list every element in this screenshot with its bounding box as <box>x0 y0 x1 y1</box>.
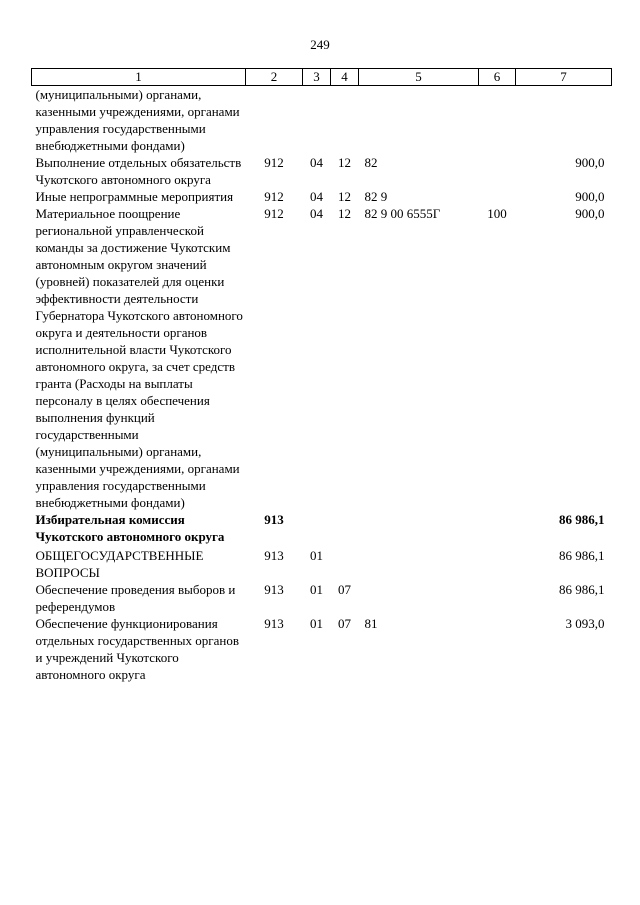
row-code-expense-type <box>479 154 516 188</box>
table-row <box>32 545 612 581</box>
row-code-section: 04 <box>310 155 323 170</box>
table-row <box>32 615 612 683</box>
row-code-ministry: 913 <box>264 582 284 597</box>
table-row <box>32 511 612 545</box>
table-row <box>32 188 612 205</box>
row-code-target <box>359 511 479 545</box>
column-header: 5 <box>359 69 479 86</box>
table-row <box>32 205 612 511</box>
row-amount: 86 986,1 <box>559 548 605 563</box>
row-code-subsection: 12 <box>338 189 351 204</box>
row-code-ministry: 913 <box>264 616 284 631</box>
page-number: 249 <box>310 37 330 52</box>
row-code-ministry: 912 <box>264 206 284 221</box>
row-code-subsection <box>331 511 359 545</box>
row-code-ministry: 913 <box>264 512 284 527</box>
row-code-section: 01 <box>310 582 323 597</box>
row-name: Избирательная комиссия Чукотского автономного округа <box>35 512 225 544</box>
column-header: 7 <box>516 69 612 86</box>
row-name: Обеспечение проведения выборов и референдумов <box>35 582 236 614</box>
column-header: 1 <box>32 69 246 86</box>
row-code-expense-type <box>479 581 516 615</box>
row-amount: 3 093,0 <box>565 616 605 631</box>
row-code-expense-type <box>479 615 516 683</box>
row-code-target: 82 <box>364 155 378 170</box>
row-code-target: 81 <box>364 616 378 631</box>
row-code-section: 01 <box>310 616 323 631</box>
row-code-subsection <box>331 545 359 581</box>
row-code-expense-type: 100 <box>487 206 507 221</box>
row-amount <box>516 86 612 155</box>
row-code-target: 82 9 <box>364 189 388 204</box>
row-amount: 900,0 <box>575 155 605 170</box>
row-code-ministry <box>246 86 303 155</box>
row-code-section <box>303 511 331 545</box>
row-code-subsection <box>331 86 359 155</box>
column-header: 4 <box>331 69 359 86</box>
budget-table <box>31 68 612 683</box>
row-name: Иные непрограммные мероприятия <box>35 189 234 204</box>
row-code-ministry: 912 <box>264 189 284 204</box>
row-code-target <box>359 86 479 155</box>
row-amount: 900,0 <box>575 206 605 221</box>
row-name: Выполнение отдельных обязательств Чукотского автономного округа <box>35 155 242 187</box>
row-code-section: 04 <box>310 206 323 221</box>
row-code-target: 82 9 00 6555Г <box>364 206 441 221</box>
table-row <box>32 154 612 188</box>
row-code-expense-type <box>479 188 516 205</box>
table-row <box>32 86 612 155</box>
row-code-expense-type <box>479 86 516 155</box>
row-amount: 900,0 <box>575 189 605 204</box>
column-header: 3 <box>303 69 331 86</box>
column-header: 2 <box>246 69 303 86</box>
row-code-expense-type <box>479 545 516 581</box>
row-name: ОБЩЕГОСУДАРСТВЕННЫЕ ВОПРОСЫ <box>35 548 204 580</box>
row-code-subsection: 07 <box>338 616 351 631</box>
row-name: (муниципальными) органами, казенными учреждениями, органами управления государственными внебюджетными фондами) <box>35 87 240 153</box>
row-code-target <box>359 581 479 615</box>
row-code-subsection: 12 <box>338 206 351 221</box>
row-code-section: 01 <box>310 548 323 563</box>
table-header-row <box>32 69 612 86</box>
row-code-expense-type <box>479 511 516 545</box>
row-code-subsection: 12 <box>338 155 351 170</box>
table-row <box>32 581 612 615</box>
row-code-subsection: 07 <box>338 582 351 597</box>
row-code-ministry: 912 <box>264 155 284 170</box>
row-code-target <box>359 545 479 581</box>
row-name: Материальное поощрение региональной управленческой команды за достижение Чукотским автономным округом значений (уровней) показателей для оценки эффективности деятельности Губернатора Чукотского автономного округа и деятельности органов исполнительной власти Чукотского автономного округа, за счет средств гранта (Расходы на выплаты персоналу в целях обеспечения выполнения функций государственными (муниципальными) органами, казенными учреждениями, органами управления государственными внебюджетными фондами) <box>35 206 243 510</box>
row-name: Обеспечение функционирования отдельных государственных органов и учреждений Чукотского автономного округа <box>35 616 239 682</box>
column-header: 6 <box>479 69 516 86</box>
row-amount: 86 986,1 <box>559 582 605 597</box>
row-code-section <box>303 86 331 155</box>
row-amount: 86 986,1 <box>559 512 605 527</box>
row-code-ministry: 913 <box>264 548 284 563</box>
row-code-section: 04 <box>310 189 323 204</box>
